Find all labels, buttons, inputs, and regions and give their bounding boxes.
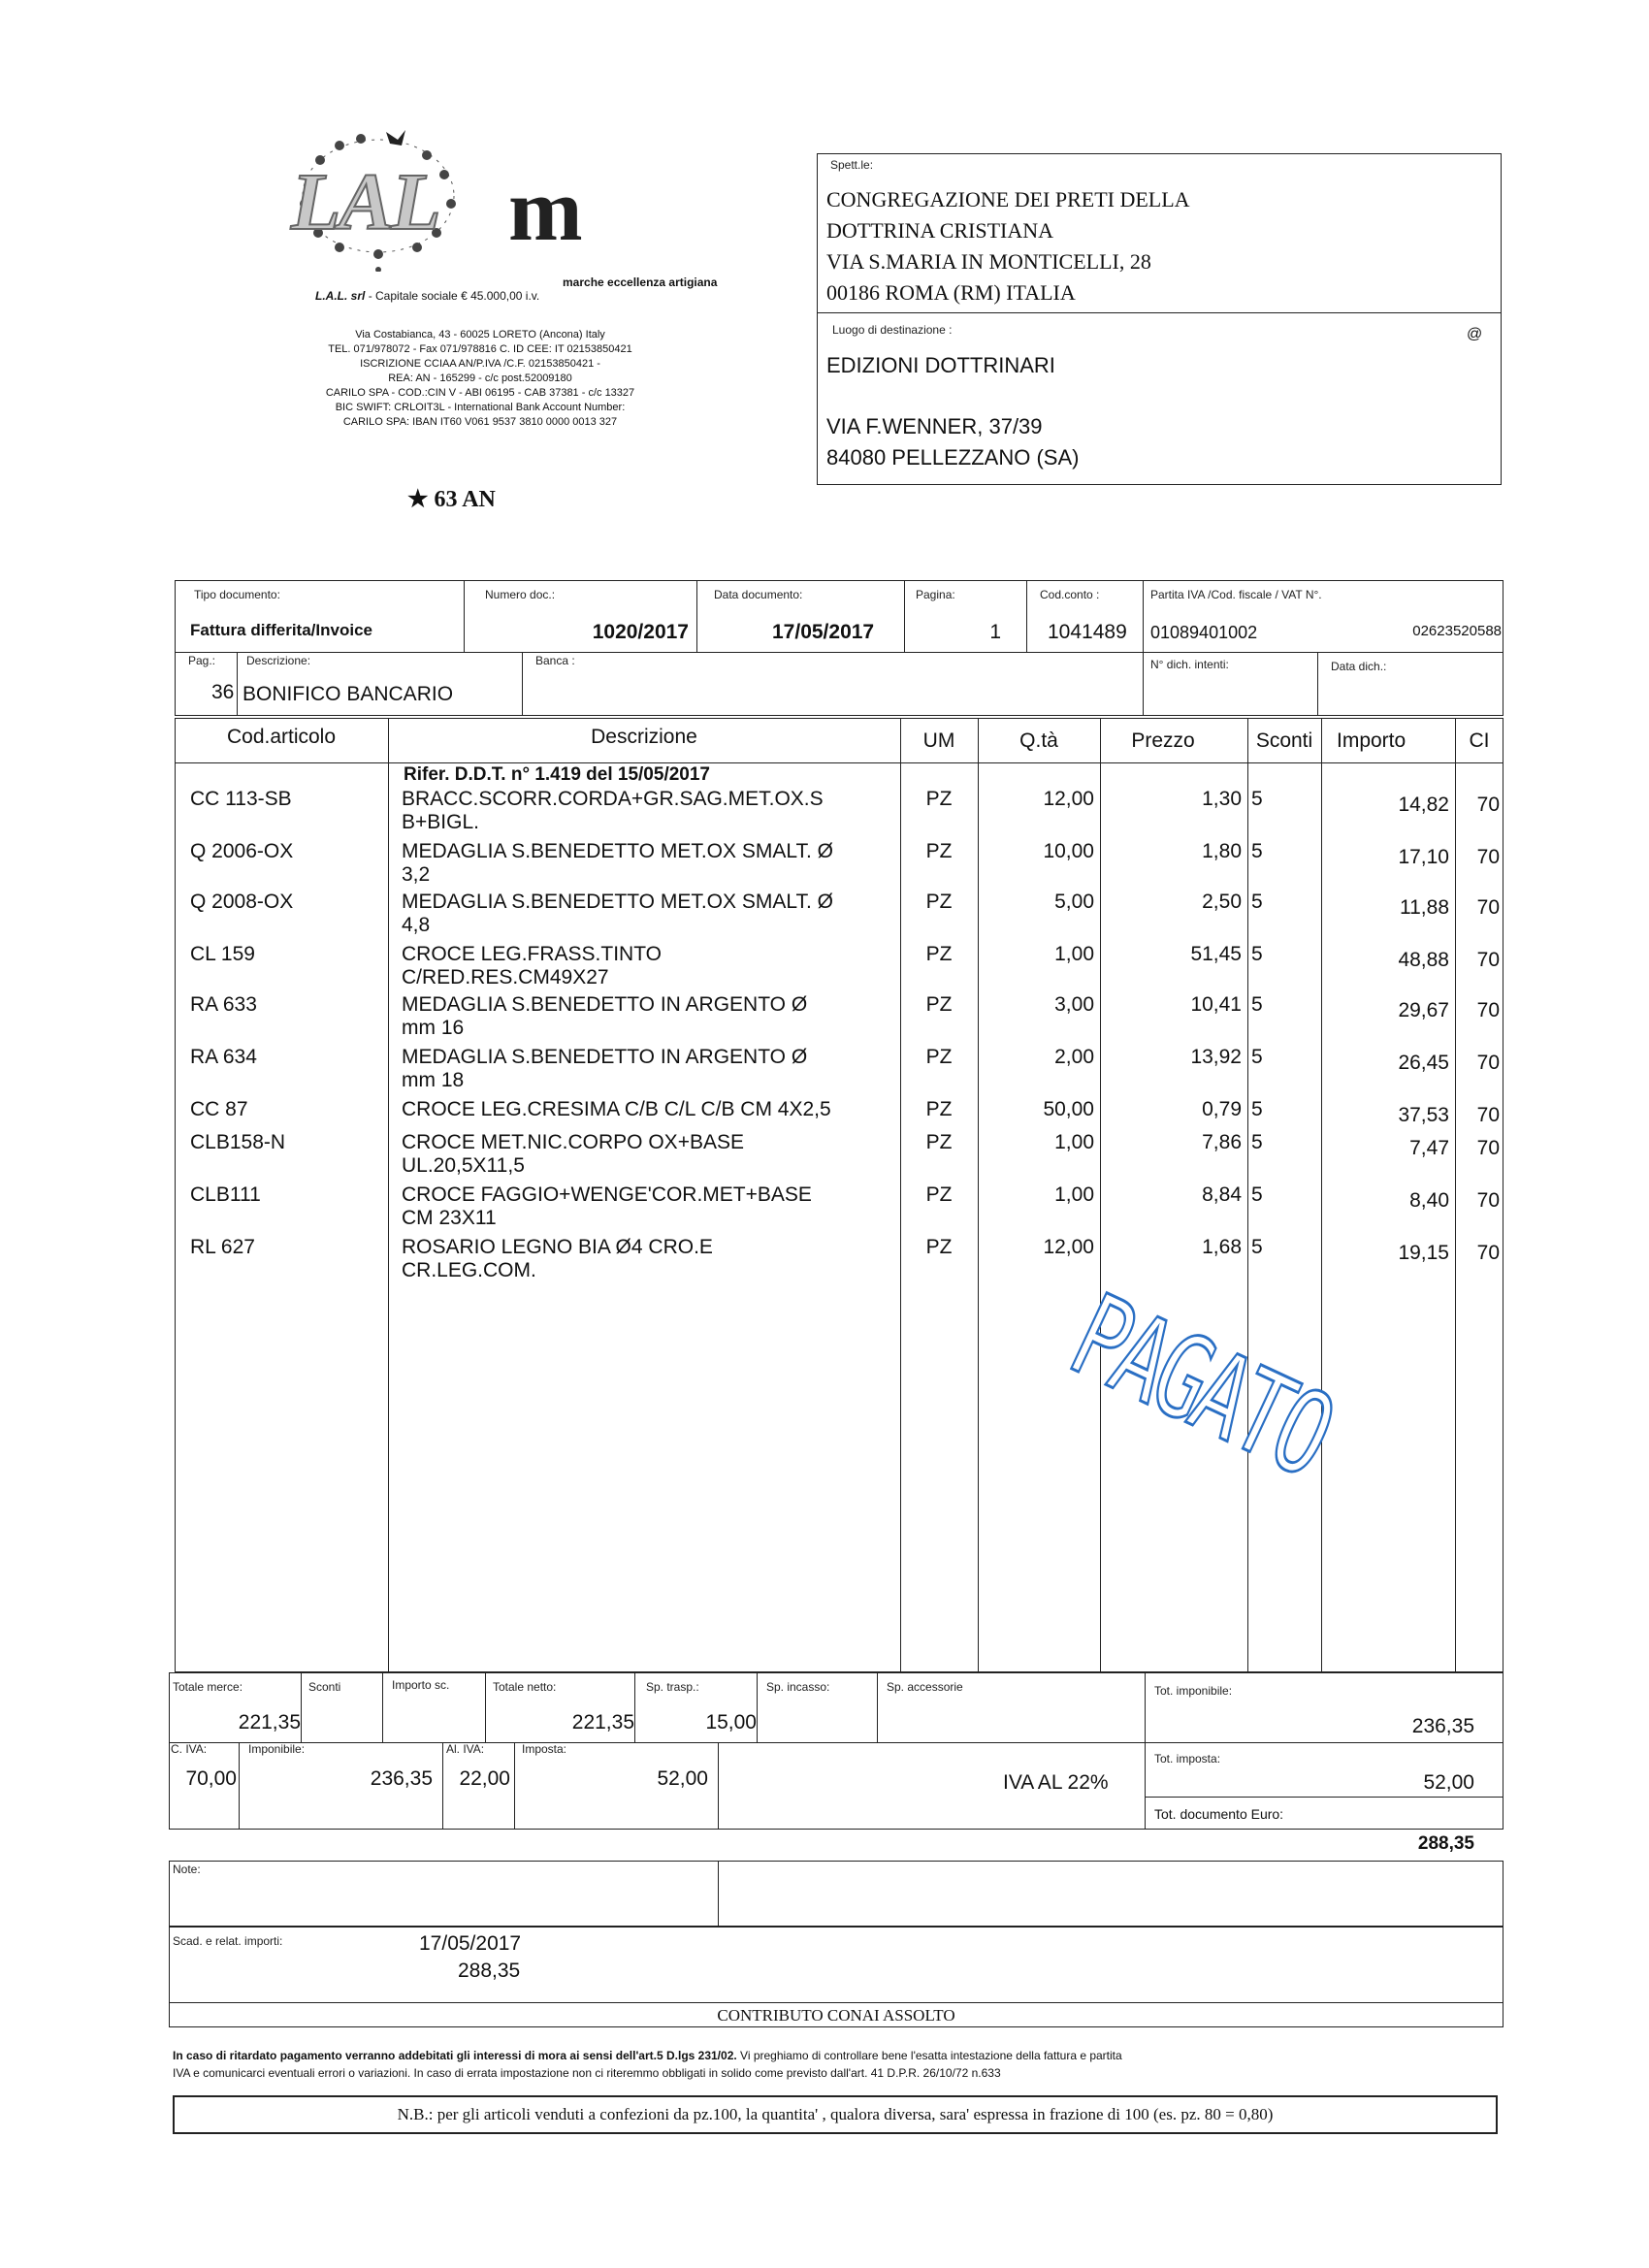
recipient-address [826, 184, 1190, 308]
item-code: CL 159 [190, 943, 255, 965]
pagina-value: 1 [989, 621, 1001, 643]
item-um: PZ [925, 1236, 953, 1258]
item-qty: 1,00 [1054, 943, 1094, 965]
cod-conto-label: Cod.conto : [1040, 588, 1100, 601]
item-code: RL 627 [190, 1236, 255, 1258]
item-code: RA 634 [190, 1046, 257, 1068]
item-price: 13,92 [1190, 1046, 1242, 1068]
item-amount: 19,15 [1398, 1242, 1449, 1264]
item-code: CLB111 [190, 1183, 261, 1206]
late-payment-line: IVA e comunicarci eventuali errori o variazioni. In caso di errata impostazione non ci riteremmo obbligati in solido come previsto dall'art. 41 D.P.R. 26/10/72 n.633 [173, 2066, 1001, 2080]
marche-caption: marche eccellenza artigiana [563, 275, 718, 289]
address-line: CARILO SPA: IBAN IT60 V061 9537 3810 0000 0013 327 [342, 416, 618, 428]
item-um: PZ [925, 788, 953, 810]
item-ci: 70 [1476, 794, 1500, 816]
tot-imposta-label: Tot. imposta: [1154, 1752, 1221, 1766]
imposta-label: Imposta: [522, 1742, 567, 1756]
item-amount: 48,88 [1398, 949, 1449, 971]
item-um: PZ [925, 891, 953, 913]
item-ci: 70 [1476, 1189, 1500, 1212]
item-qty: 12,00 [1043, 788, 1094, 810]
item-um: PZ [925, 1098, 953, 1120]
item-price: 7,86 [1202, 1131, 1242, 1153]
banca-label: Banca : [535, 654, 575, 667]
recipient-line: DOTTRINA CRISTIANA [826, 218, 1054, 243]
table-row [0, 840, 1649, 892]
totale-netto-label: Totale netto: [493, 1680, 557, 1694]
pagina-label: Pagina: [916, 588, 955, 601]
item-description: CROCE LEG.FRASS.TINTO [402, 943, 662, 965]
item-description: BRACC.SCORR.CORDA+GR.SAG.MET.OX.S [402, 788, 824, 810]
item-description-cont: B+BIGL. [402, 811, 479, 833]
civa-label: C. IVA: [171, 1742, 208, 1756]
sp-incasso-label: Sp. incasso: [766, 1680, 830, 1694]
item-discount: 5 [1251, 788, 1263, 810]
item-amount: 14,82 [1398, 794, 1449, 816]
address-line: Via Costabianca, 43 - 60025 LORETO (Ancona) Italy [355, 329, 605, 340]
item-description: MEDAGLIA S.BENEDETTO IN ARGENTO Ø [402, 1046, 808, 1068]
item-code: RA 633 [190, 993, 257, 1016]
item-um: PZ [925, 993, 953, 1016]
item-description: MEDAGLIA S.BENEDETTO MET.OX SMALT. Ø [402, 891, 833, 913]
col-header-price: Prezzo [1131, 729, 1195, 752]
imponibile-label: Imponibile: [248, 1742, 306, 1756]
pag-label: Pag.: [188, 654, 216, 667]
late-payment-line: In caso di ritardato pagamento verranno addebitati gli interessi di mora ai sensi dell'art.5 D.lgs 231/02. Vi preghiamo di controllare bene l'esatta intestazione della fattura e partita [173, 2049, 1122, 2062]
item-um: PZ [925, 840, 953, 862]
sconti-label: Sconti [308, 1680, 341, 1694]
imponibile-value: 236,35 [370, 1767, 433, 1790]
cf-value: 02623520588 [1412, 623, 1502, 639]
company-capital: - Capitale sociale € 45.000,00 i.v. [368, 289, 540, 303]
item-description: ROSARIO LEGNO BIA Ø4 CRO.E [402, 1236, 713, 1258]
item-ci: 70 [1476, 1242, 1500, 1264]
piva-label: Partita IVA /Cod. fiscale / VAT N°. [1150, 588, 1322, 601]
item-description-cont: C/RED.RES.CM49X27 [402, 966, 609, 988]
destination-address [826, 411, 1079, 473]
item-qty: 3,00 [1054, 993, 1094, 1016]
col-header-um: UM [922, 729, 955, 752]
destination-line: 84080 PELLEZZANO (SA) [826, 445, 1080, 470]
dich-intenti-label: N° dich. intenti: [1150, 658, 1229, 671]
item-um: PZ [925, 1183, 953, 1206]
item-code: CLB158-N [190, 1131, 286, 1153]
item-um: PZ [925, 943, 953, 965]
pag-value: 36 [211, 681, 235, 703]
table-row [0, 1046, 1649, 1098]
item-discount: 5 [1251, 993, 1263, 1016]
item-qty: 12,00 [1043, 1236, 1094, 1258]
item-description-cont: UL.20,5X11,5 [402, 1154, 525, 1177]
item-amount: 37,53 [1398, 1104, 1449, 1126]
numero-doc-value: 1020/2017 [592, 621, 689, 643]
nb-note: N.B.: per gli articoli venduti a confezioni da pz.100, la quantita' , qualora diversa, sara' espressa in frazione di 100 (es. pz. 80 = 0,80) [397, 2105, 1274, 2123]
item-code: Q 2008-OX [190, 891, 294, 913]
totale-netto-value: 221,35 [571, 1711, 634, 1733]
item-discount: 5 [1251, 1098, 1263, 1120]
table-row [0, 1131, 1649, 1183]
table-row [0, 1236, 1649, 1288]
item-description-cont: CM 23X11 [402, 1207, 497, 1229]
company-logo [281, 126, 475, 272]
at-icon: @ [1467, 326, 1483, 342]
item-description: MEDAGLIA S.BENEDETTO MET.OX SMALT. Ø [402, 840, 833, 862]
table-row [0, 788, 1649, 840]
cod-conto-value: 1041489 [1048, 621, 1127, 643]
item-price: 10,41 [1190, 993, 1242, 1016]
note-label: Note: [173, 1863, 201, 1876]
scadenza-date: 17/05/2017 [419, 1932, 522, 1955]
item-ci: 70 [1476, 1104, 1500, 1126]
recipient-line: CONGREGAZIONE DEI PRETI DELLA [826, 187, 1190, 211]
item-description-cont: CR.LEG.COM. [402, 1259, 536, 1281]
item-discount: 5 [1251, 1131, 1263, 1153]
item-amount: 8,40 [1409, 1189, 1449, 1212]
item-discount: 5 [1251, 891, 1263, 913]
imposta-value: 52,00 [657, 1767, 708, 1790]
notes-box [169, 1861, 1504, 1927]
item-description: CROCE FAGGIO+WENGE'COR.MET+BASE [402, 1183, 812, 1206]
item-price: 0,79 [1202, 1098, 1242, 1120]
sp-trasp-label: Sp. trasp.: [646, 1680, 699, 1694]
item-code: CC 113-SB [190, 788, 292, 810]
recipient-line: 00186 ROMA (RM) ITALIA [826, 280, 1076, 305]
destination-line: VIA F.WENNER, 37/39 [826, 414, 1043, 438]
aliva-value: 22,00 [459, 1767, 510, 1790]
col-header-code: Cod.articolo [226, 726, 337, 748]
item-amount: 29,67 [1398, 999, 1449, 1021]
item-um: PZ [925, 1131, 953, 1153]
destination-label: Luogo di destinazione : [832, 323, 953, 337]
item-ci: 70 [1476, 896, 1500, 919]
sp-trasp-value: 15,00 [705, 1711, 757, 1733]
company-address-block [247, 328, 713, 430]
item-description-cont: mm 16 [402, 1017, 465, 1039]
item-ci: 70 [1476, 1137, 1500, 1159]
numero-doc-label: Numero doc.: [485, 588, 556, 601]
totale-merce-value: 221,35 [238, 1711, 301, 1733]
importo-sc-label: Importo sc. [392, 1678, 450, 1692]
col-header-discount: Sconti [1255, 729, 1313, 752]
table-row [0, 891, 1649, 943]
item-qty: 1,00 [1054, 1183, 1094, 1206]
conai-note: CONTRIBUTO CONAI ASSOLTO [717, 2006, 955, 2025]
table-row [0, 993, 1649, 1046]
item-ci: 70 [1476, 949, 1500, 971]
item-price: 1,68 [1202, 1236, 1242, 1258]
logo-text: LAL [291, 157, 439, 247]
item-price: 2,50 [1202, 891, 1242, 913]
item-description-cont: mm 18 [402, 1069, 465, 1091]
item-description-cont: 3,2 [402, 863, 431, 886]
data-doc-value: 17/05/2017 [772, 621, 875, 643]
item-amount: 7,47 [1409, 1137, 1449, 1159]
item-discount: 5 [1251, 840, 1263, 862]
item-ci: 70 [1476, 846, 1500, 868]
item-description-cont: 4,8 [402, 914, 431, 936]
company-line [315, 289, 539, 303]
address-line: CARILO SPA - COD.:CIN V - ABI 06195 - CAB 37381 - c/c 13327 [325, 387, 635, 399]
item-description: CROCE MET.NIC.CORPO OX+BASE [402, 1131, 744, 1153]
item-amount: 26,45 [1398, 1052, 1449, 1074]
tot-documento-value: 288,35 [1417, 1833, 1474, 1854]
item-qty: 50,00 [1043, 1098, 1094, 1120]
tipo-doc-label: Tipo documento: [194, 588, 280, 601]
aliva-label: Al. IVA: [446, 1742, 485, 1756]
civa-value: 70,00 [185, 1767, 237, 1790]
iva-description: IVA AL 22% [1003, 1771, 1109, 1794]
col-header-description: Descrizione [591, 726, 697, 748]
piva-value: 01089401002 [1150, 623, 1258, 642]
item-ci: 70 [1476, 999, 1500, 1021]
item-qty: 5,00 [1054, 891, 1094, 913]
table-row [0, 943, 1649, 995]
item-qty: 1,00 [1054, 1131, 1094, 1153]
address-line: BIC SWIFT: CRLOIT3L - International Bank Account Number: [335, 402, 626, 413]
data-dich-label: Data dich.: [1331, 660, 1387, 673]
item-discount: 5 [1251, 1236, 1263, 1258]
company-name: L.A.L. srl [315, 289, 366, 303]
item-description: CROCE LEG.CRESIMA C/B C/L C/B CM 4X2,5 [402, 1098, 831, 1120]
item-code: CC 87 [190, 1098, 248, 1120]
item-qty: 10,00 [1043, 840, 1094, 862]
totale-merce-label: Totale merce: [173, 1680, 243, 1694]
table-row [0, 1183, 1649, 1236]
item-qty: 2,00 [1054, 1046, 1094, 1068]
col-header-ci: CI [1469, 729, 1490, 752]
col-header-amount: Importo [1337, 729, 1406, 752]
data-doc-label: Data documento: [714, 588, 803, 601]
tot-imposta-value: 52,00 [1423, 1771, 1474, 1794]
address-line: REA: AN - 165299 - c/c post.52009180 [388, 373, 572, 384]
item-price: 1,30 [1202, 788, 1242, 810]
scadenza-amount: 288,35 [458, 1960, 521, 1982]
item-description: MEDAGLIA S.BENEDETTO IN ARGENTO Ø [402, 993, 808, 1016]
tot-imponibile-label: Tot. imponibile: [1154, 1684, 1233, 1698]
sp-accessorie-label: Sp. accessorie [887, 1680, 963, 1694]
tot-documento-label: Tot. documento Euro: [1154, 1806, 1284, 1822]
star-icon: ★ [407, 487, 429, 512]
paid-stamp-text: PAGATO [1052, 1268, 1349, 1502]
late-payment-note [173, 2047, 1511, 2082]
marche-logo: m [508, 160, 583, 259]
item-amount: 17,10 [1398, 846, 1449, 868]
item-price: 1,80 [1202, 840, 1242, 862]
recipient-line: VIA S.MARIA IN MONTICELLI, 28 [826, 249, 1151, 274]
scadenze-label: Scad. e relat. importi: [173, 1934, 283, 1948]
item-discount: 5 [1251, 943, 1263, 965]
anniversary-mark: ★ 63 AN [407, 487, 496, 512]
item-discount: 5 [1251, 1046, 1263, 1068]
tipo-doc-value: Fattura differita/Invoice [190, 621, 372, 639]
item-code: Q 2006-OX [190, 840, 294, 862]
destination-name: EDIZIONI DOTTRINARI [826, 353, 1055, 377]
descrizione-label: Descrizione: [246, 654, 311, 667]
address-line: ISCRIZIONE CCIAA AN/P.IVA /C.F. 02153850421 - [360, 358, 600, 370]
recipient-label: Spett.le: [830, 158, 874, 172]
item-um: PZ [925, 1046, 953, 1068]
address-line: TEL. 071/978072 - Fax 071/978816 C. ID CEE: IT 02153850421 [328, 343, 632, 355]
ddt-reference: Rifer. D.D.T. n° 1.419 del 15/05/2017 [404, 764, 710, 785]
descrizione-value: BONIFICO BANCARIO [242, 683, 454, 705]
item-price: 8,84 [1202, 1183, 1242, 1206]
item-price: 51,45 [1190, 943, 1242, 965]
item-discount: 5 [1251, 1183, 1263, 1206]
item-ci: 70 [1476, 1052, 1500, 1074]
item-amount: 11,88 [1400, 896, 1449, 919]
tot-imponibile-value: 236,35 [1411, 1715, 1474, 1737]
col-header-qty: Q.tà [1019, 729, 1058, 752]
totals-box [169, 1672, 1504, 1830]
